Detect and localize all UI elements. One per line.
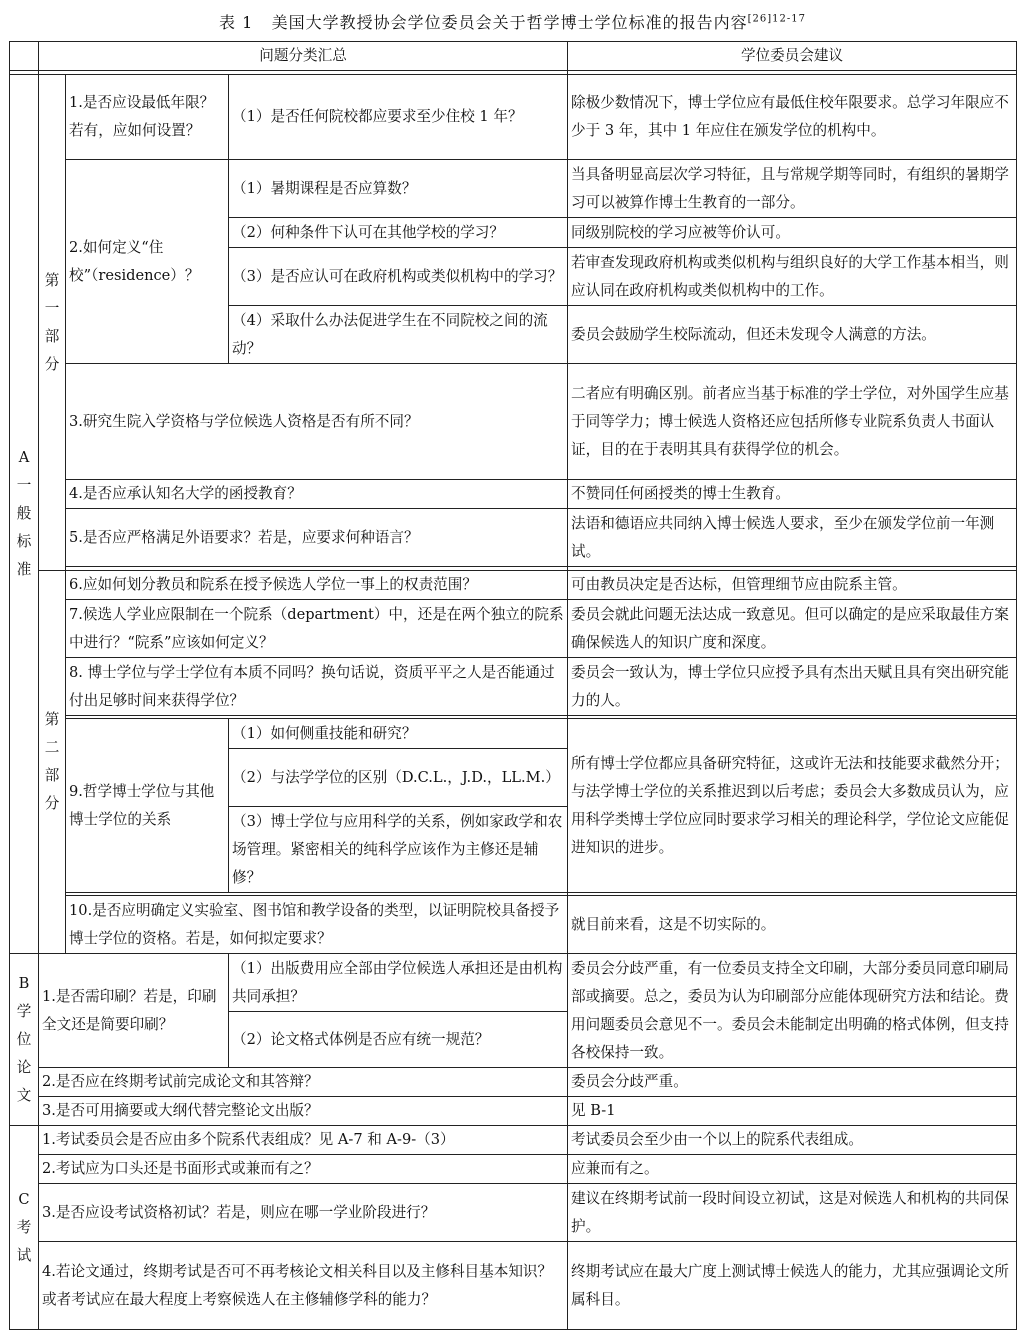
table-caption xyxy=(0,10,1025,33)
caption-ref: [26]12-17 xyxy=(747,13,806,25)
advice-cell: 若审查发现政府机构或类似机构与组织良好的大学工作基本相当，则应认同在政府机构或类似机构中的工作。 xyxy=(568,248,1017,306)
question-cell: 3.是否应设考试资格初试？若是，则应在哪一学业阶段进行？ xyxy=(39,1184,568,1242)
advice-cell: 所有博士学位都应具备研究特征，这或许无法和技能要求截然分开；与法学博士学位的关系推迟到以后考虑；委员会大多数成员认为，应用科学类博士学位应同时要求学习相关的理论科学，学位论文应能促进知识的进步。 xyxy=(568,719,1017,893)
section-a-label: A一般标准 xyxy=(10,75,39,954)
table-row xyxy=(10,1155,1017,1184)
advice-cell: 委员会分歧严重。 xyxy=(568,1068,1017,1097)
advice-cell: 委员会就此问题无法达成一致意见。但可以确定的是应采取最佳方案确保候选人的知识广度和深度。 xyxy=(568,600,1017,658)
advice-cell: 法语和德语应共同纳入博士候选人要求，至少在颁发学位前一年测试。 xyxy=(568,509,1017,567)
question-cell: 2.是否应在终期考试前完成论文和其答辩？ xyxy=(39,1068,568,1097)
standards-table xyxy=(9,41,1017,1330)
table-row xyxy=(10,75,1017,160)
section-b-label: B学位论文 xyxy=(10,954,39,1126)
subquestion-cell: （1）如何侧重技能和研究？ xyxy=(229,719,568,749)
question-cell: 10.是否应明确定义实验室、图书馆和教学设备的类型，以证明院校具备授予博士学位的资格。若是，如何拟定要求？ xyxy=(66,896,568,954)
advice-cell: 不赞同任何函授类的博士生教育。 xyxy=(568,480,1017,509)
subquestion-cell: （2）与法学学位的区别（D.C.L.，J.D.，LL.M.） xyxy=(229,749,568,807)
question-cell: 3.研究生院入学资格与学位候选人资格是否有所不同？ xyxy=(66,364,568,480)
header-row xyxy=(10,42,1017,71)
table-row xyxy=(10,480,1017,509)
section-a-part2-label: 第二部分 xyxy=(39,571,66,954)
advice-cell: 就目前来看，这是不切实际的。 xyxy=(568,896,1017,954)
advice-cell: 终期考试应在最大广度上测试博士候选人的能力，尤其应强调论文所属科目。 xyxy=(568,1242,1017,1330)
question-cell: 2.如何定义“住校”（residence）？ xyxy=(66,160,229,364)
caption-text: 美国大学教授协会学位委员会关于哲学博士学位标准的报告内容 xyxy=(271,13,748,32)
subquestion-cell: （2）论文格式体例是否应有统一规范？ xyxy=(229,1012,568,1068)
table-row xyxy=(10,896,1017,954)
subquestion-cell: （3）博士学位与应用科学的关系，例如家政学和农场管理。紧密相关的纯科学应该作为主修还是辅修？ xyxy=(229,807,568,893)
question-cell: 2.考试应为口头还是书面形式或兼而有之？ xyxy=(39,1155,568,1184)
question-cell: 5.是否应严格满足外语要求？若是，应要求何种语言？ xyxy=(66,509,568,567)
question-cell: 4.是否应承认知名大学的函授教育？ xyxy=(66,480,568,509)
table-row xyxy=(10,954,1017,1012)
question-cell: 7.候选人学业应限制在一个院系（department）中，还是在两个独立的院系中进行？“院系”应该如何定义？ xyxy=(66,600,568,658)
advice-cell: 除极少数情况下，博士学位应有最低住校年限要求。总学习年限应不少于 3 年，其中 1 年应住在颁发学位的机构中。 xyxy=(568,75,1017,160)
subquestion-cell: （2）何种条件下认可在其他学校的学习？ xyxy=(229,218,568,248)
advice-cell: 当具备明显高层次学习特征，且与常规学期等同时，有组织的暑期学习可以被算作博士生教育的一部分。 xyxy=(568,160,1017,218)
table-row xyxy=(10,719,1017,749)
table-row xyxy=(10,160,1017,218)
caption-prefix: 表 1 xyxy=(219,13,254,32)
table-row xyxy=(10,364,1017,480)
subquestion-cell: （4）采取什么办法促进学生在不同院校之间的流动？ xyxy=(229,306,568,364)
advice-cell: 考试委员会至少由一个以上的院系代表组成。 xyxy=(568,1126,1017,1155)
question-cell: 1.是否需印刷？若是，印刷全文还是简要印刷？ xyxy=(39,954,229,1068)
question-cell: 1.是否应设最低年限？若有，应如何设置？ xyxy=(66,75,229,160)
advice-cell: 见 B-1 xyxy=(568,1097,1017,1126)
table-row xyxy=(10,1097,1017,1126)
header-problems: 问题分类汇总 xyxy=(39,42,568,71)
section-c-label: C考试 xyxy=(10,1126,39,1330)
table-row xyxy=(10,1126,1017,1155)
question-cell: 4.若论文通过，终期考试是否可不再考核论文相关科目以及主修科目基本知识？或者考试应在最大程度上考察候选人在主修辅修学科的能力？ xyxy=(39,1242,568,1330)
table-row xyxy=(10,509,1017,567)
subquestion-cell: （1）出版费用应全部由学位候选人承担还是由机构共同承担？ xyxy=(229,954,568,1012)
advice-cell: 二者应有明确区别。前者应当基于标准的学士学位，对外国学生应基于同等学力；博士候选人资格还应包括所修专业院系负责人书面认证，目的在于表明其具有获得学位的机会。 xyxy=(568,364,1017,480)
question-cell: 9.哲学博士学位与其他博士学位的关系 xyxy=(66,719,229,893)
advice-cell: 委员会鼓励学生校际流动，但还未发现令人满意的方法。 xyxy=(568,306,1017,364)
advice-cell: 建议在终期考试前一段时间设立初试，这是对候选人和机构的共同保护。 xyxy=(568,1184,1017,1242)
advice-cell: 可由教员决定是否达标，但管理细节应由院系主管。 xyxy=(568,571,1017,600)
section-a-part1-label: 第一部分 xyxy=(39,75,66,571)
table-row xyxy=(10,1242,1017,1330)
table-row xyxy=(10,658,1017,716)
question-cell: 1.考试委员会是否应由多个院系代表组成？见 A-7 和 A-9-（3） xyxy=(39,1126,568,1155)
table-row xyxy=(10,1184,1017,1242)
subquestion-cell: （1）是否任何院校都应要求至少住校 1 年？ xyxy=(229,75,568,160)
table-row xyxy=(10,600,1017,658)
advice-cell: 应兼而有之。 xyxy=(568,1155,1017,1184)
question-cell: 6.应如何划分教员和院系在授予候选人学位一事上的权责范围？ xyxy=(66,571,568,600)
question-cell: 8. 博士学位与学士学位有本质不同吗？换句话说，资质平平之人是否能通过付出足够时间来获得学位？ xyxy=(66,658,568,716)
advice-cell: 委员会分歧严重，有一位委员支持全文印刷，大部分委员同意印刷局部或摘要。总之，委员为认为印刷部分应能体现研究方法和结论。费用问题委员会意见不一。委员会未能制定出明确的格式体例，但支持各校保持一致。 xyxy=(568,954,1017,1068)
subquestion-cell: （1）暑期课程是否应算数？ xyxy=(229,160,568,218)
advice-cell: 委员会一致认为，博士学位只应授予具有杰出天赋且具有突出研究能力的人。 xyxy=(568,658,1017,716)
header-corner xyxy=(10,42,39,71)
subquestion-cell: （3）是否应认可在政府机构或类似机构中的学习？ xyxy=(229,248,568,306)
advice-cell: 同级别院校的学习应被等价认可。 xyxy=(568,218,1017,248)
table-row xyxy=(10,1068,1017,1097)
header-advice: 学位委员会建议 xyxy=(568,42,1017,71)
table-row xyxy=(10,571,1017,600)
question-cell: 3.是否可用摘要或大纲代替完整论文出版？ xyxy=(39,1097,568,1126)
